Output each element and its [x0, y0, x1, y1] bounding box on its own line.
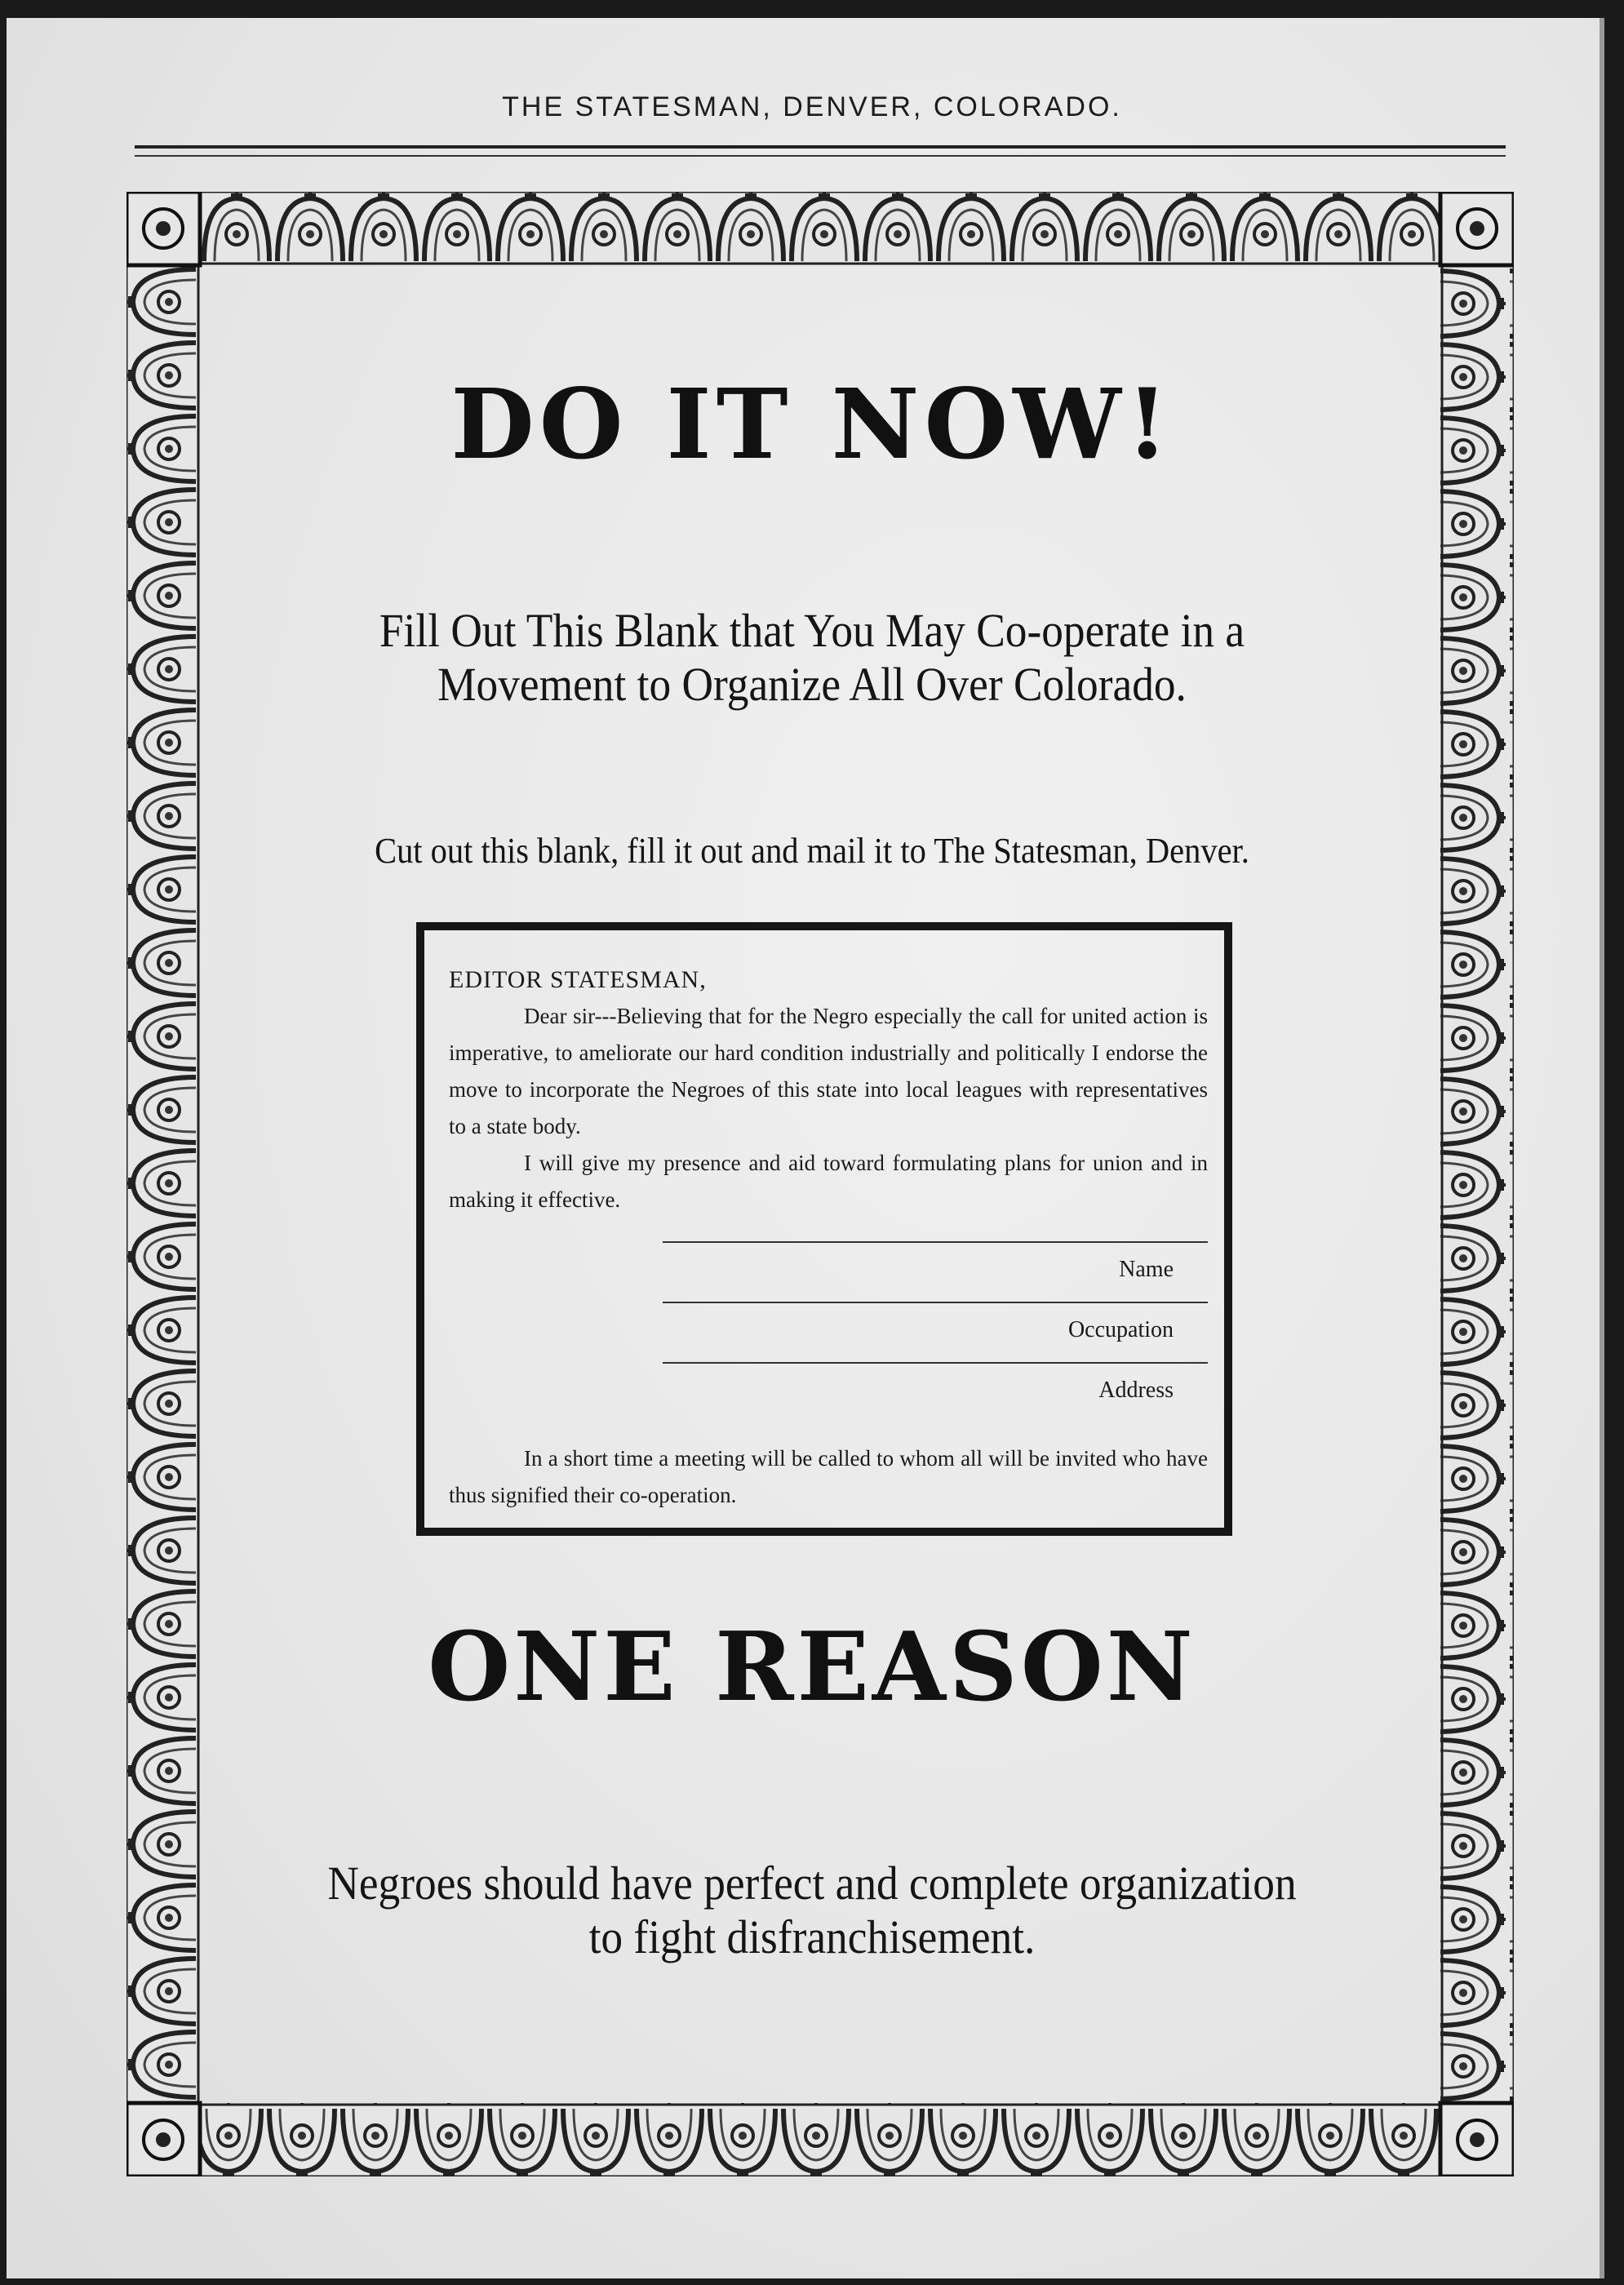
address-label: Address — [1098, 1378, 1174, 1403]
headline-one-reason: ONE REASON — [428, 1612, 1196, 1723]
name-field[interactable] — [449, 1235, 1208, 1295]
name-label: Name — [1119, 1257, 1174, 1282]
coupon-paragraph-1: Dear sir---Believing that for the Negro especially the call for united action is imperative, to ameliorate our hard condition industrially and politically I endorse the move to incorporate the Negroes of this state into local leagues with representatives to a state body. — [449, 1004, 1208, 1138]
name-line — [663, 1241, 1208, 1243]
occupation-line — [663, 1302, 1208, 1303]
occupation-label: Occupation — [1067, 1317, 1174, 1342]
coupon-form — [416, 922, 1232, 1536]
coupon-closing-note: In a short time a meeting will be called to whom all will be invited who have thus signified their co-operation. — [449, 1446, 1208, 1507]
occupation-field[interactable] — [449, 1295, 1208, 1355]
masthead-rule — [135, 145, 1506, 149]
coupon-paragraph-2: I will give my presence and aid toward formulating plans for union and in making it effective. — [449, 1151, 1208, 1212]
headline-do-it-now: DO IT NOW! — [450, 367, 1174, 481]
instruction-text: Cut out this blank, fill it out and mail it to The Statesman, Denver. — [375, 831, 1249, 871]
coupon-salutation: EDITOR STATESMAN, — [449, 966, 707, 993]
address-line — [663, 1362, 1208, 1364]
subhead-disfranchisement: Negroes should have perfect and complete organization to fight disfranchisement. — [327, 1857, 1297, 1963]
subhead-organize: Fill Out This Blank that You May Co-operate in a Movement to Organize All Over Colorado. — [379, 604, 1245, 711]
masthead: THE STATESMAN, DENVER, COLORADO. — [502, 91, 1122, 122]
masthead-rule-thin — [135, 155, 1506, 157]
address-field[interactable] — [449, 1355, 1208, 1416]
coupon-fields — [449, 1235, 1208, 1416]
